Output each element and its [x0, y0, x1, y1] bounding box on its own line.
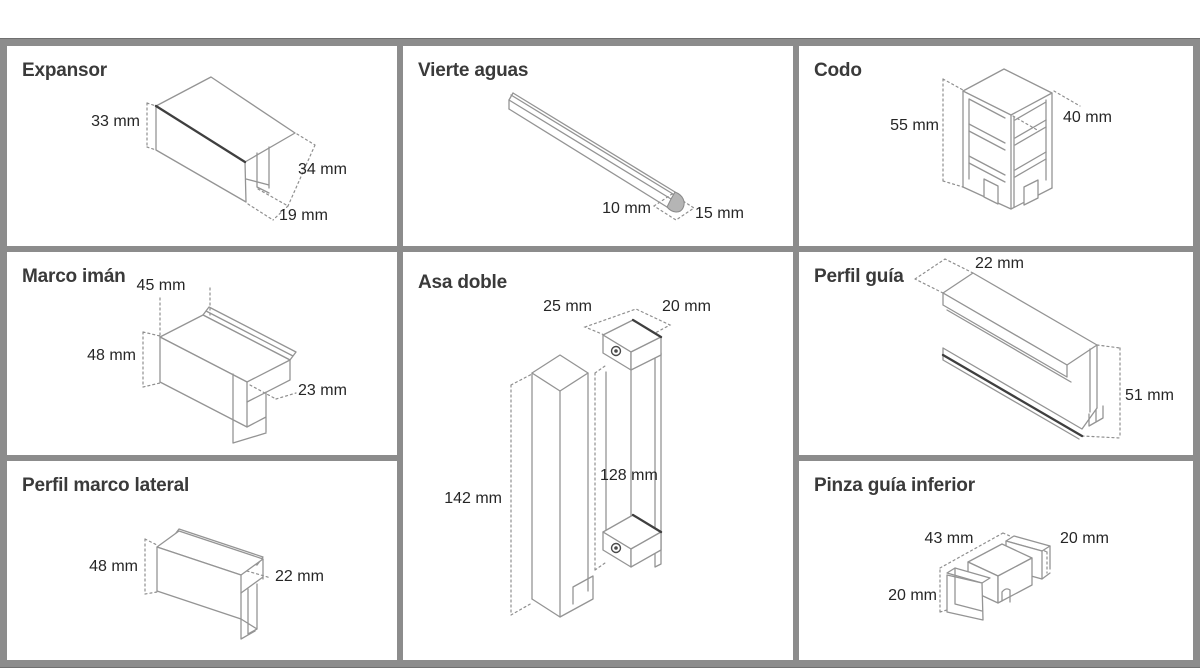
cell-title-vierte-aguas: Vierte aguas: [418, 60, 529, 81]
perfil-marco-lateral-drawing: [7, 461, 397, 660]
perfil-guia-drawing: [799, 252, 1193, 455]
cell-perfil-guia: [799, 252, 1193, 455]
cell-title-expansor: Expansor: [22, 60, 107, 81]
dim-label-width: 34 mm: [298, 161, 347, 178]
profiles-grid: [0, 39, 1200, 667]
dim-label-width: 43 mm: [924, 530, 974, 547]
perfil-marco-lateral-line-art: [157, 529, 263, 639]
dim-label-inner-height: 128 mm: [600, 467, 658, 484]
cell-title-marco-iman: Marco imán: [22, 266, 126, 287]
pinza-guia-inferior-drawing: [799, 461, 1193, 660]
cell-codo: [799, 46, 1193, 246]
cell-vierte-aguas: [403, 46, 793, 246]
vierte-aguas-line-art: [509, 93, 684, 212]
dim-label-block-depth: 20 mm: [662, 298, 711, 315]
dim-label-height: 20 mm: [888, 587, 937, 604]
dim-label-depth: 15 mm: [695, 205, 744, 222]
dim-label-height: 55 mm: [890, 117, 939, 134]
cell-marco-iman: [7, 252, 397, 455]
cell-expansor: [7, 46, 397, 246]
dim-label-depth: 23 mm: [298, 382, 347, 399]
dim-label-top-width: 45 mm: [136, 277, 186, 294]
pinza-guia-inferior-line-art: [947, 536, 1050, 620]
dim-label-outer-height: 142 mm: [444, 490, 502, 507]
asa-doble-drawing: [403, 252, 793, 660]
cell-title-perfil-marco-lateral: Perfil marco lateral: [22, 475, 190, 496]
marco-iman-drawing: [7, 252, 397, 455]
dim-label-depth: 19 mm: [279, 207, 328, 224]
codo-line-art: [963, 69, 1052, 209]
dim-label-depth: 22 mm: [275, 568, 324, 585]
dim-label-height: 48 mm: [89, 558, 138, 575]
dim-label-width: 40 mm: [1063, 109, 1112, 126]
dim-label-height: 33 mm: [91, 113, 140, 130]
dim-label-top-width: 22 mm: [975, 255, 1024, 272]
dim-label-height: 51 mm: [1125, 387, 1174, 404]
cell-pinza-guia-inferior: [799, 461, 1193, 660]
cell-perfil-marco-lateral: [7, 461, 397, 660]
cell-asa-doble: [403, 252, 793, 660]
marco-iman-line-art: [160, 307, 296, 443]
cell-title-asa-doble: Asa doble: [418, 272, 507, 293]
dim-label-block-width: 25 mm: [543, 298, 592, 315]
expansor-line-art: [156, 77, 295, 202]
cell-title-codo: Codo: [814, 60, 862, 81]
dim-label-depth: 20 mm: [1060, 530, 1109, 547]
cell-title-pinza-guia-inferior: Pinza guía inferior: [814, 475, 975, 496]
dim-label-width: 10 mm: [602, 200, 651, 217]
dim-label-height: 48 mm: [87, 347, 136, 364]
codo-drawing: [799, 46, 1193, 246]
cell-title-perfil-guia: Perfil guía: [814, 266, 904, 287]
vierte-aguas-drawing: [403, 46, 793, 246]
expansor-drawing: [7, 46, 397, 246]
perfil-guia-line-art: [943, 273, 1103, 439]
